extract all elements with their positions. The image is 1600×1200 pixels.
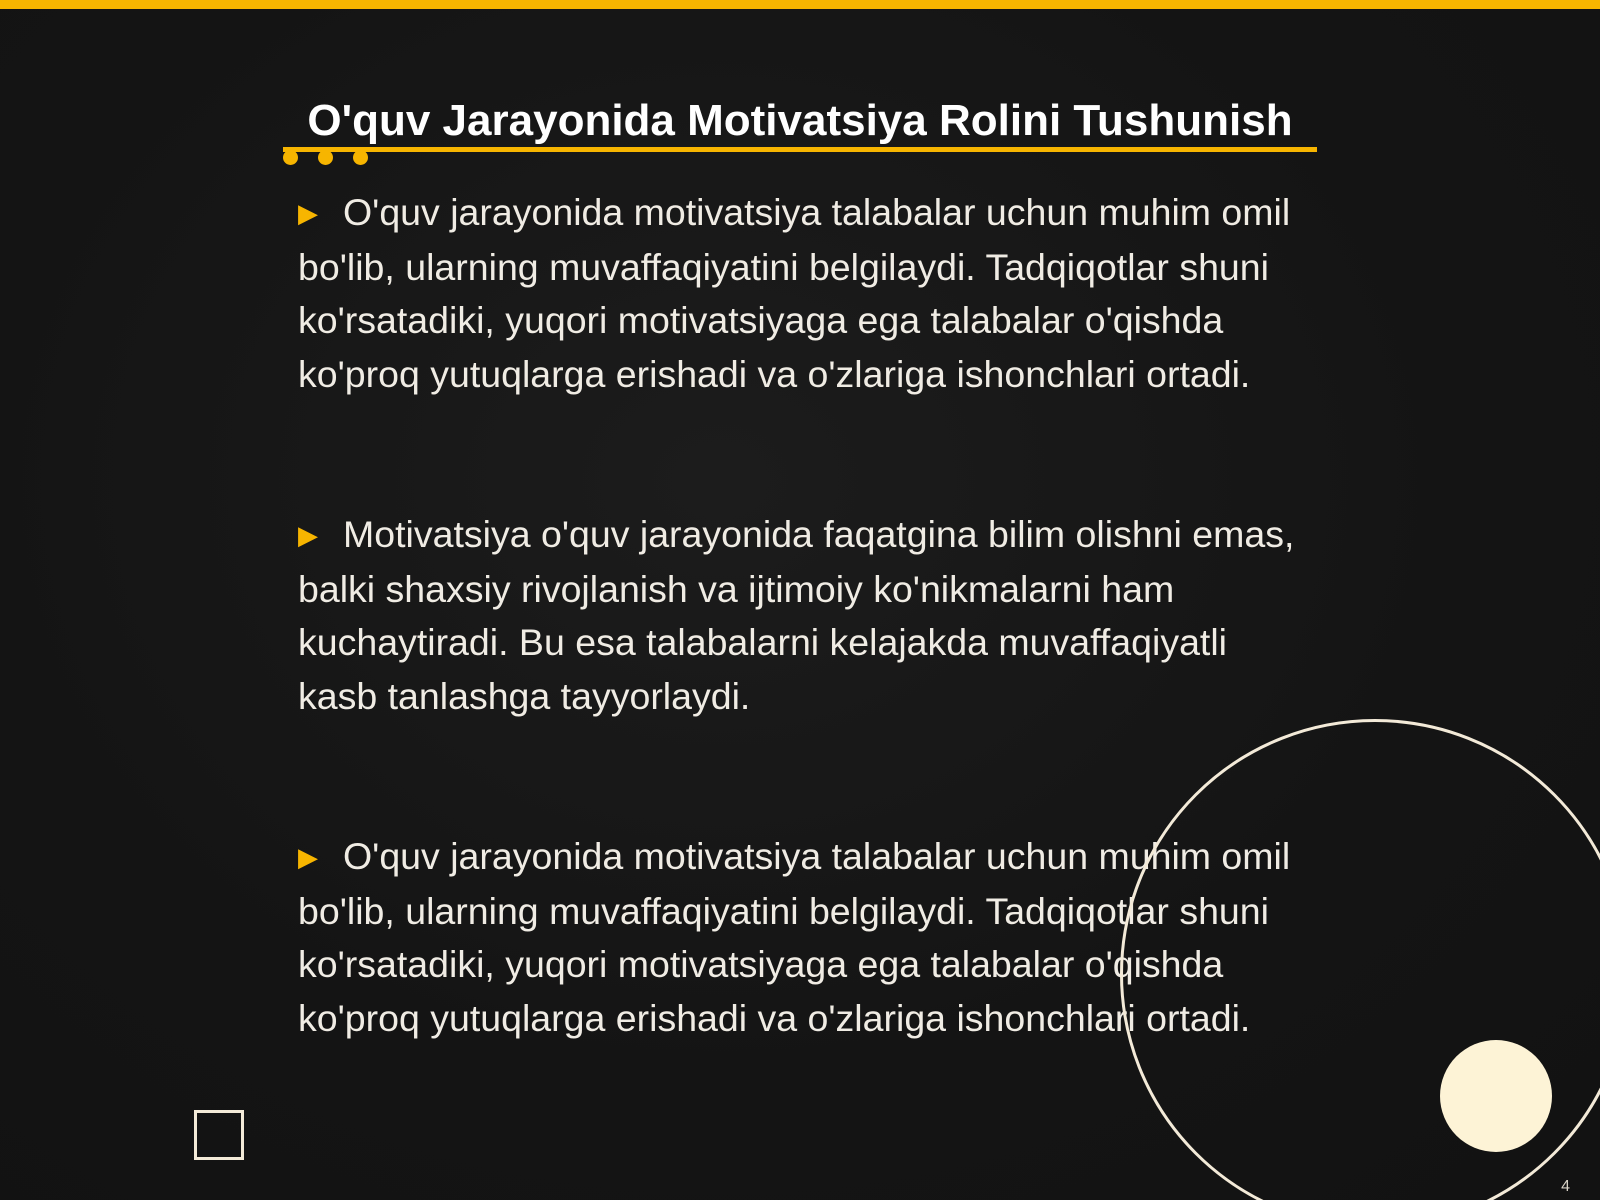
slide-title: O'quv Jarayonida Motivatsiya Rolini Tushunish xyxy=(307,96,1293,145)
decor-square-outline xyxy=(194,1110,244,1160)
decor-dot xyxy=(353,150,368,165)
bullet-item xyxy=(298,508,1308,723)
top-accent-bar xyxy=(0,0,1600,9)
bullet-text: O'quv jarayonida motivatsiya talabalar uchun muhim omil bo'lib, ularning muvaffaqiyatini belgilaydi. Tadqiqotlar shuni ko'rsatadiki, yuqori motivatsiyaga ega talabalar o'qishda ko'proq yutuqlarga erishadi va o'zlariga ishonchlari ortadi. xyxy=(298,835,1291,1039)
page-number: 4 xyxy=(1561,1178,1570,1195)
decor-circle-filled xyxy=(1440,1040,1552,1152)
bullet-item xyxy=(298,186,1308,401)
bullet-text: Motivatsiya o'quv jarayonida faqatgina bilim olishni emas, balki shaxsiy rivojlanish va ijtimoiy ko'nikmalarni ham kuchaytiradi. Bu esa talabalarni kelajakda muvaffaqiyatli kasb tanlashga tayyorlaydi. xyxy=(298,513,1295,717)
decor-dot xyxy=(283,150,298,165)
title-underline xyxy=(283,147,1317,152)
decor-dot xyxy=(318,150,333,165)
bullet-arrow-icon: ▶ xyxy=(298,198,318,228)
bullet-text: O'quv jarayonida motivatsiya talabalar uchun muhim omil bo'lib, ularning muvaffaqiyatini belgilaydi. Tadqiqotlar shuni ko'rsatadiki, yuqori motivatsiyaga ega talabalar o'qishda ko'proq yutuqlarga erishadi va o'zlariga ishonchlari ortadi. xyxy=(298,191,1291,395)
bullet-arrow-icon: ▶ xyxy=(298,520,318,550)
bullet-arrow-icon: ▶ xyxy=(298,842,318,872)
